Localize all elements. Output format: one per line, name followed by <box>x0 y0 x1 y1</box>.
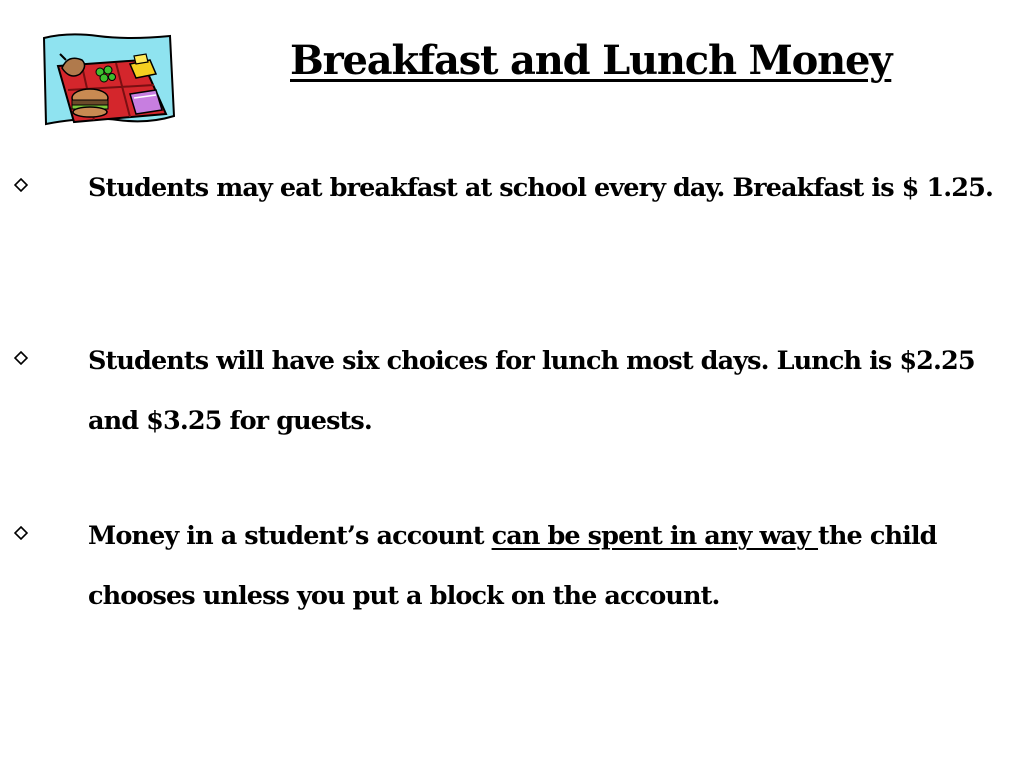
account-text-before: Money in a student’s account <box>88 521 492 551</box>
account-text-after: the child chooses unless you put a block on the account. <box>88 521 937 611</box>
page-title: Breakfast and Lunch Money <box>290 37 892 84</box>
diamond-bullet-icon <box>14 178 28 192</box>
bullet-text-account <box>88 506 1018 626</box>
lunch-tray-icon <box>38 30 176 130</box>
account-text-underlined: can be spent in any way <box>491 521 819 551</box>
diamond-bullet-icon <box>14 526 28 540</box>
bullet-text-breakfast: Students may eat breakfast at school every day. Breakfast is $ 1.25. <box>88 173 993 203</box>
diamond-bullet-icon <box>14 351 28 365</box>
bullet-text-lunch: Students will have six choices for lunch most days. Lunch is $2.25 and $3.25 for guests. <box>88 346 975 436</box>
